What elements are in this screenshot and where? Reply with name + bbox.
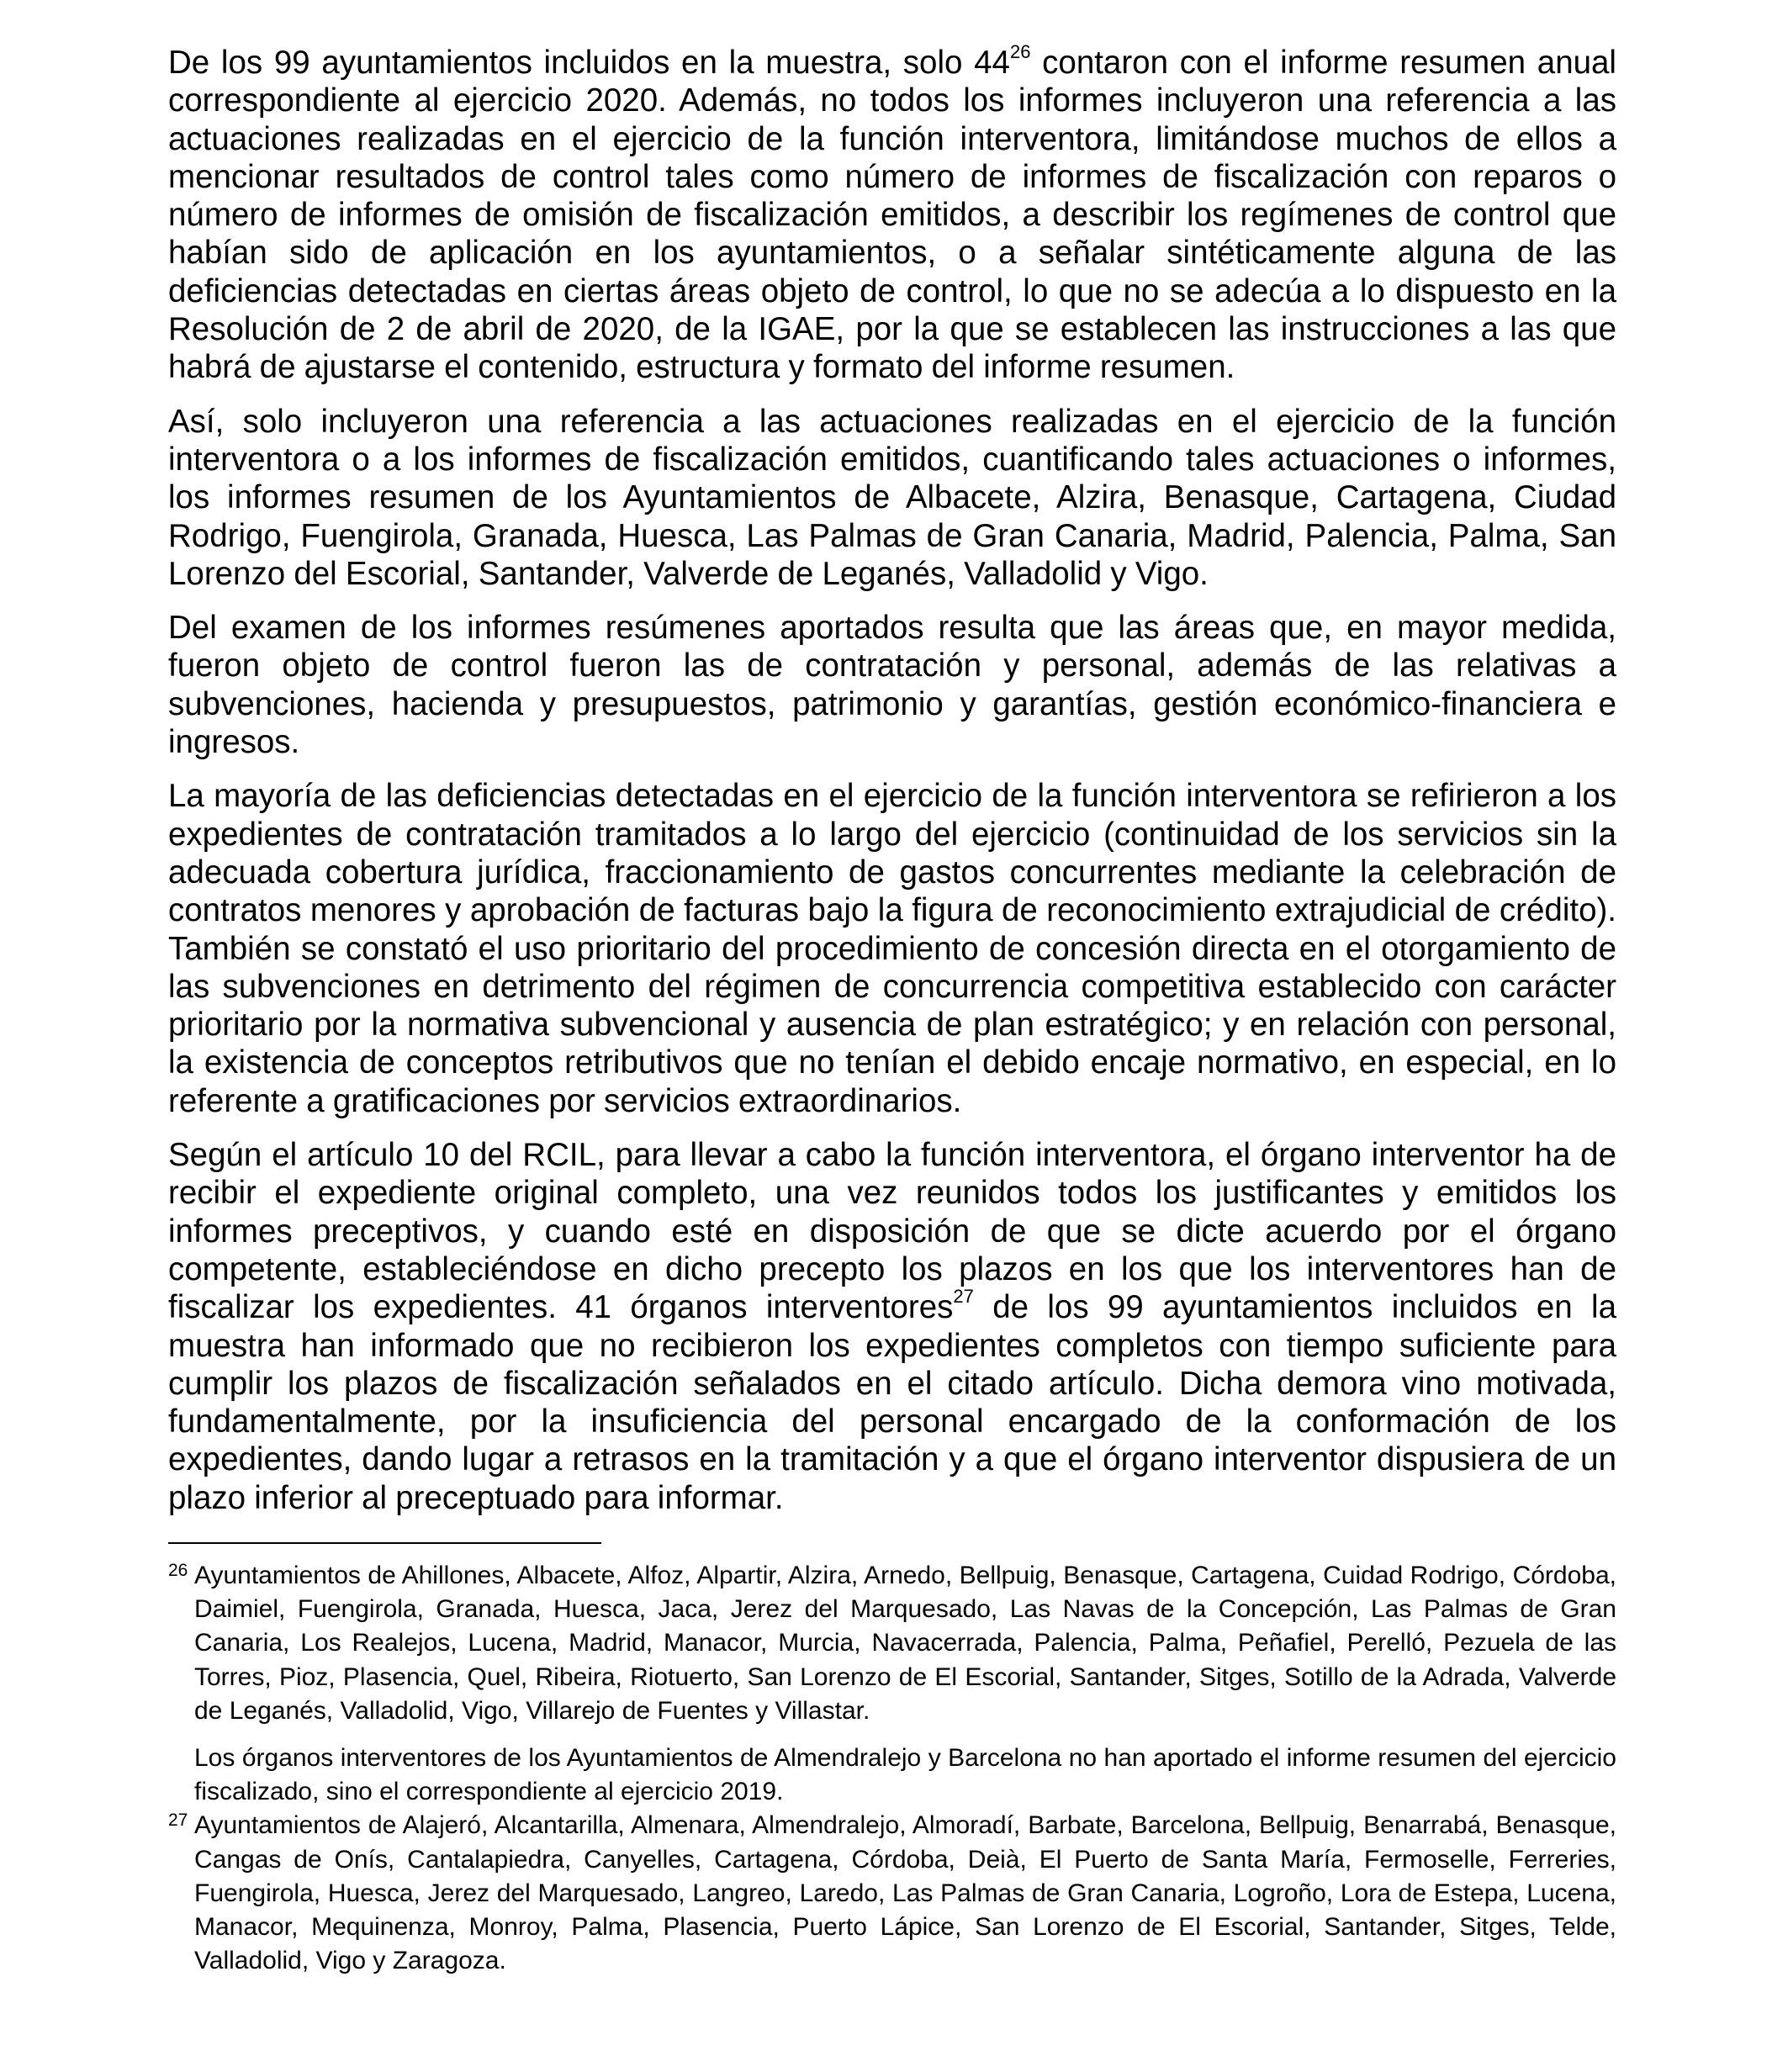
footnote-ref-26[interactable]: 26 (1009, 41, 1031, 62)
footnote-26-continuation: Los órganos interventores de los Ayuntamientos de Almendralejo y Barcelona no han aportado el informe resumen del ejercicio fiscalizado, sino el correspondiente al ejercicio 2019. (194, 1744, 1616, 1806)
footnote-26-text: Ayuntamientos de Ahillones, Albacete, Alfoz, Alpartir, Alzira, Arnedo, Bellpuig, Benasque, Cartagena, Cuidad Rodrigo, Córdoba, Daimiel, Fuengirola, Granada, Huesca, Jaca, Jerez del Marquesado, Las Navas de la Concepción, Las Palmas de Gran Canaria, Los Realejos, Lucena, Madrid, Manacor, Murcia, Navacerrada, Palencia, Palma, Peñafiel, Perelló, Pezuela de las Torres, Pioz, Plasencia, Quel, Ribeira, Riotuerto, San Lorenzo de El Escorial, Santander, Sitges, Sotillo de la Adrada, Valverde de Leganés, Valladolid, Vigo, Villarejo de Fuentes y Villastar. (194, 1561, 1616, 1725)
footnote-26 (168, 1559, 1616, 1728)
paragraph-1-text-b: contaron con el informe resumen anual correspondiente al ejercicio 2020. Además, no todos los informes incluyeron una referencia a las actuaciones realizadas en el ejercicio de la función interventora, limitándose muchos de ellos a mencionar resultados de control tales como número de informes de fiscalización con reparos o número de informes de omisión de fiscalización emitidos, a describir los regímenes de control que habían sido de aplicación en los ayuntamientos, o a señalar sintéticamente alguna de las deficiencias detectadas en ciertas áreas objeto de control, lo que no se adecúa a lo dispuesto en la Resolución de 2 de abril de 2020, de la IGAE, por la que se establecen las instrucciones a las que habrá de ajustarse el contenido, estructura y formato del informe resumen. (168, 45, 1616, 386)
footnote-ref-27[interactable]: 27 (953, 1286, 974, 1308)
paragraph-5-text-a: Según el artículo 10 del RCIL, para llevar a cabo la función interventora, el órgano interventor ha de recibir el expediente original completo, una vez reunidos todos los justificantes y emitidos los informes preceptivos, y cuando esté en disposición de que se dicte acuerdo por el órgano competente, estableciéndose en dicho precepto los plazos en los que los interventores han de fiscalizar los expedientes. 41 órganos interventores (168, 1137, 1616, 1326)
paragraph-1-text-a: De los 99 ayuntamientos incluidos en la muestra, solo 44 (168, 45, 1010, 81)
body-text (168, 41, 1616, 1517)
paragraph-3: Del examen de los informes resúmenes aportados resulta que las áreas que, en mayor medida, fueron objeto de control fueron las de contratación y personal, además de las relativas a subvenciones, hacienda y presupuestos, patrimonio y garantías, gestión económico-financiera e ingresos. (168, 610, 1616, 761)
footnote-27-marker: 27 (168, 1810, 188, 1831)
footnotes (168, 1559, 1616, 1978)
document-page (168, 41, 1616, 1978)
footnote-separator (168, 1542, 601, 1544)
footnote-27-text: Ayuntamientos de Alajeró, Alcantarilla, Almenara, Almendralejo, Almoradí, Barbate, Barcelona, Bellpuig, Benarrabá, Benasque, Cangas de Onís, Cantalapiedra, Canyelles, Cartagena, Córdoba, Deià, El Puerto de Santa María, Fermoselle, Ferreries, Fuengirola, Huesca, Jerez del Marquesado, Langreo, Laredo, Las Palmas de Gran Canaria, Logroño, Lora de Estepa, Lucena, Manacor, Mequinenza, Monroy, Palma, Plasencia, Puerto Lápice, San Lorenzo de El Escorial, Santander, Sitges, Telde, Valladolid, Vigo y Zaragoza. (194, 1811, 1616, 1975)
paragraph-1 (168, 41, 1616, 387)
paragraph-5-text-b: de los 99 ayuntamientos incluidos en la muestra han informado que no recibieron los expedientes completos con tiempo suficiente para cumplir los plazos de fiscalización señalados en el citado artículo. Dicha demora vino motivada, fundamentalmente, por la insuficiencia del personal encargado de la conformación de los expedientes, dando lugar a retrasos en la tramitación y a que el órgano interventor dispusiera de un plazo inferior al preceptuado para informar. (168, 1289, 1616, 1516)
footnote-27 (168, 1809, 1616, 1978)
paragraph-2: Así, solo incluyeron una referencia a las actuaciones realizadas en el ejercicio de la función interventora o a los informes de fiscalización emitidos, cuantificando tales actuaciones o informes, los informes resumen de los Ayuntamientos de Albacete, Alzira, Benasque, Cartagena, Ciudad Rodrigo, Fuengirola, Granada, Huesca, Las Palmas de Gran Canaria, Madrid, Palencia, Palma, San Lorenzo del Escorial, Santander, Valverde de Leganés, Valladolid y Vigo. (168, 403, 1616, 592)
footnote-26-marker: 26 (168, 1560, 188, 1580)
paragraph-4: La mayoría de las deficiencias detectadas en el ejercicio de la función interventora se refirieron a los expedientes de contratación tramitados a lo largo del ejercicio (continuidad de los servicios sin la adecuada cobertura jurídica, fraccionamiento de gastos concurrentes mediante la celebración de contratos menores y aprobación de facturas bajo la figura de reconocimiento extrajudicial de crédito). También se constató el uso prioritario del procedimiento de concesión directa en el otorgamiento de las subvenciones en detrimento del régimen de concurrencia competitiva establecido con carácter prioritario por la normativa subvencional y ausencia de plan estratégico; y en relación con personal, la existencia de conceptos retributivos que no tenían el debido encaje normativo, en especial, en lo referente a gratificaciones por servicios extraordinarios. (168, 778, 1616, 1119)
paragraph-5 (168, 1136, 1616, 1517)
